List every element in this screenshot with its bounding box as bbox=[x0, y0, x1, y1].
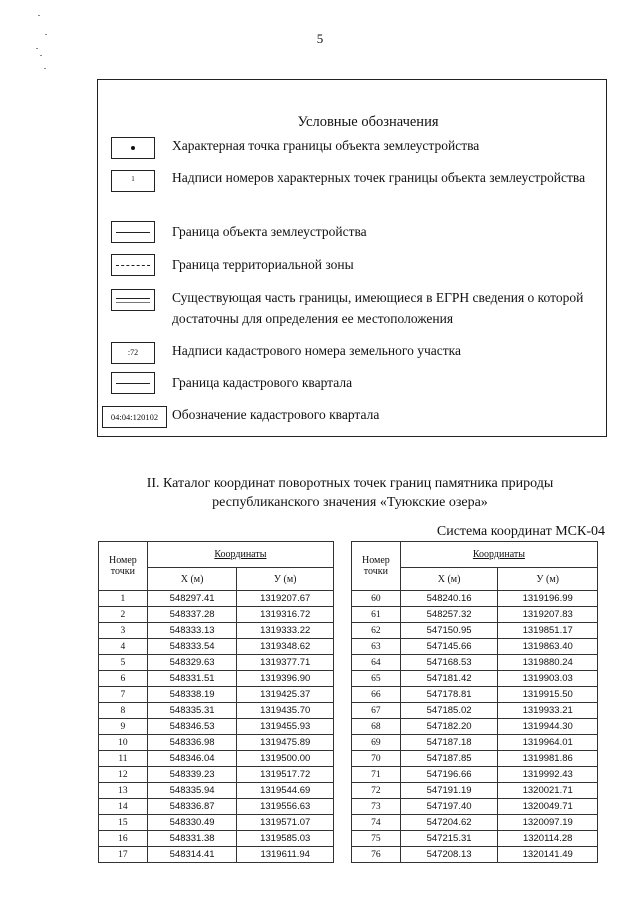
point-number-cell: 16 bbox=[99, 831, 148, 847]
solid-line-icon bbox=[116, 232, 150, 233]
point-number-cell: 60 bbox=[352, 591, 401, 607]
header-y: У (м) bbox=[498, 568, 598, 591]
table-row bbox=[352, 607, 598, 623]
y-coordinate-cell: 1319915.50 bbox=[498, 687, 598, 703]
legend-symbol-double-line bbox=[111, 289, 155, 311]
x-coordinate-cell: 547185.02 bbox=[400, 703, 498, 719]
point-number-cell: 61 bbox=[352, 607, 401, 623]
table-row bbox=[352, 751, 598, 767]
y-coordinate-cell: 1320114.28 bbox=[498, 831, 598, 847]
y-coordinate-cell: 1319500.00 bbox=[237, 751, 334, 767]
table-row bbox=[99, 671, 334, 687]
legend-symbol-point bbox=[111, 137, 155, 159]
legend-text: Надписи кадастрового номера земельного участка bbox=[172, 343, 461, 358]
point-number-cell: 10 bbox=[99, 735, 148, 751]
point-number-cell: 1 bbox=[99, 591, 148, 607]
y-coordinate-cell: 1319992.43 bbox=[498, 767, 598, 783]
scan-speck bbox=[38, 15, 40, 16]
point-number-cell: 15 bbox=[99, 815, 148, 831]
table-row bbox=[99, 623, 334, 639]
table-row bbox=[352, 783, 598, 799]
y-coordinate-cell: 1319611.94 bbox=[237, 847, 334, 863]
y-coordinate-cell: 1319851.17 bbox=[498, 623, 598, 639]
table-row bbox=[352, 687, 598, 703]
scan-speck bbox=[40, 55, 42, 56]
table-row bbox=[99, 751, 334, 767]
x-coordinate-cell: 548336.87 bbox=[147, 799, 237, 815]
point-number-cell: 17 bbox=[99, 847, 148, 863]
heading-line-1: II. Каталог координат поворотных точек границ памятника природы bbox=[146, 476, 554, 491]
y-coordinate-cell: 1319455.93 bbox=[237, 719, 334, 735]
legend-symbol-solid-line bbox=[111, 221, 155, 243]
legend-symbol-label bbox=[111, 170, 155, 192]
x-coordinate-cell: 547215.31 bbox=[400, 831, 498, 847]
point-number-cell: 5 bbox=[99, 655, 148, 671]
dot-icon bbox=[131, 146, 135, 150]
legend-box bbox=[97, 79, 607, 437]
solid-line-icon bbox=[116, 383, 150, 384]
header-x: X (м) bbox=[147, 568, 237, 591]
table-row bbox=[352, 831, 598, 847]
scan-speck bbox=[36, 48, 38, 49]
x-coordinate-cell: 548331.38 bbox=[147, 831, 237, 847]
x-coordinate-cell: 548330.49 bbox=[147, 815, 237, 831]
legend-title: Условные обозначения bbox=[297, 114, 439, 130]
y-coordinate-cell: 1319316.72 bbox=[237, 607, 334, 623]
y-coordinate-cell: 1319880.24 bbox=[498, 655, 598, 671]
x-coordinate-cell: 548337.28 bbox=[147, 607, 237, 623]
y-coordinate-cell: 1319903.03 bbox=[498, 671, 598, 687]
y-coordinate-cell: 1319863.40 bbox=[498, 639, 598, 655]
legend-text: Граница кадастрового квартала bbox=[172, 375, 353, 390]
x-coordinate-cell: 547150.95 bbox=[400, 623, 498, 639]
y-coordinate-cell: 1319425.37 bbox=[237, 687, 334, 703]
point-number-cell: 12 bbox=[99, 767, 148, 783]
legend-text: Характерная точка границы объекта землеустройства bbox=[172, 138, 480, 153]
y-coordinate-cell: 1319585.03 bbox=[237, 831, 334, 847]
table-row bbox=[99, 799, 334, 815]
x-coordinate-cell: 548314.41 bbox=[147, 847, 237, 863]
table-row bbox=[352, 847, 598, 863]
y-coordinate-cell: 1319517.72 bbox=[237, 767, 334, 783]
x-coordinate-cell: 548339.23 bbox=[147, 767, 237, 783]
x-coordinate-cell: 548346.04 bbox=[147, 751, 237, 767]
point-number-cell: 73 bbox=[352, 799, 401, 815]
legend-symbol-text: 1 bbox=[131, 175, 135, 183]
y-coordinate-cell: 1319207.67 bbox=[237, 591, 334, 607]
table-row bbox=[99, 815, 334, 831]
header-x: X (м) bbox=[400, 568, 498, 591]
x-coordinate-cell: 547187.85 bbox=[400, 751, 498, 767]
table-row bbox=[352, 639, 598, 655]
x-coordinate-cell: 548335.31 bbox=[147, 703, 237, 719]
table-row bbox=[352, 767, 598, 783]
header-coordinates: Координаты bbox=[147, 542, 333, 568]
table-row bbox=[352, 703, 598, 719]
table-row bbox=[352, 623, 598, 639]
y-coordinate-cell: 1319396.90 bbox=[237, 671, 334, 687]
x-coordinate-cell: 547181.42 bbox=[400, 671, 498, 687]
legend-symbol-quarter-line bbox=[111, 372, 155, 394]
point-number-cell: 4 bbox=[99, 639, 148, 655]
header-y: У (м) bbox=[237, 568, 334, 591]
x-coordinate-cell: 547187.18 bbox=[400, 735, 498, 751]
legend-text: Граница территориальной зоны bbox=[172, 257, 354, 272]
table-row bbox=[352, 671, 598, 687]
coordinates-table-right bbox=[351, 541, 598, 863]
x-coordinate-cell: 547182.20 bbox=[400, 719, 498, 735]
point-number-cell: 68 bbox=[352, 719, 401, 735]
x-coordinate-cell: 547178.81 bbox=[400, 687, 498, 703]
table-row bbox=[99, 607, 334, 623]
y-coordinate-cell: 1319933.21 bbox=[498, 703, 598, 719]
point-number-cell: 3 bbox=[99, 623, 148, 639]
x-coordinate-cell: 548346.53 bbox=[147, 719, 237, 735]
x-coordinate-cell: 548297.41 bbox=[147, 591, 237, 607]
line-icon bbox=[116, 298, 150, 299]
header-coordinates: Координаты bbox=[400, 542, 597, 568]
section-heading bbox=[100, 474, 600, 512]
x-coordinate-cell: 548336.98 bbox=[147, 735, 237, 751]
coordinates-table-left bbox=[98, 541, 334, 863]
table-row bbox=[99, 847, 334, 863]
point-number-cell: 2 bbox=[99, 607, 148, 623]
x-coordinate-cell: 548331.51 bbox=[147, 671, 237, 687]
point-number-cell: 7 bbox=[99, 687, 148, 703]
table-row bbox=[352, 591, 598, 607]
heading-line-2: республиканского значения «Туюкские озера» bbox=[212, 495, 488, 510]
point-number-cell: 8 bbox=[99, 703, 148, 719]
x-coordinate-cell: 547197.40 bbox=[400, 799, 498, 815]
point-number-cell: 9 bbox=[99, 719, 148, 735]
coordinate-system-label: Система координат МСК-04 bbox=[436, 524, 605, 539]
legend-text: Надписи номеров характерных точек границы объекта землеустройства bbox=[172, 170, 586, 185]
table-row bbox=[352, 815, 598, 831]
x-coordinate-cell: 548335.94 bbox=[147, 783, 237, 799]
y-coordinate-cell: 1319348.62 bbox=[237, 639, 334, 655]
legend-text: Существующая часть границы, имеющиеся в ЕГРН сведения о которой достаточны для определения ее местоположения bbox=[172, 290, 584, 326]
table-row bbox=[99, 655, 334, 671]
table-row bbox=[99, 719, 334, 735]
table-row bbox=[352, 719, 598, 735]
legend-symbol-dashed-line bbox=[111, 254, 155, 276]
table-row bbox=[352, 799, 598, 815]
line-icon bbox=[116, 302, 150, 303]
y-coordinate-cell: 1319556.63 bbox=[237, 799, 334, 815]
table-row bbox=[352, 735, 598, 751]
point-number-cell: 72 bbox=[352, 783, 401, 799]
legend-text: Обозначение кадастрового квартала bbox=[172, 407, 380, 422]
x-coordinate-cell: 547191.19 bbox=[400, 783, 498, 799]
point-number-cell: 71 bbox=[352, 767, 401, 783]
y-coordinate-cell: 1319196.99 bbox=[498, 591, 598, 607]
header-point-number: Номер точки bbox=[352, 542, 401, 591]
x-coordinate-cell: 547168.53 bbox=[400, 655, 498, 671]
table-row bbox=[99, 783, 334, 799]
table-row bbox=[99, 639, 334, 655]
point-number-cell: 11 bbox=[99, 751, 148, 767]
point-number-cell: 14 bbox=[99, 799, 148, 815]
legend-symbol-cadastral-label bbox=[111, 342, 155, 364]
dashed-line-icon bbox=[116, 265, 150, 266]
legend-symbol-quarter-label: 04:04:120102 bbox=[102, 406, 167, 428]
point-number-cell: 6 bbox=[99, 671, 148, 687]
table-row bbox=[99, 735, 334, 751]
y-coordinate-cell: 1319571.07 bbox=[237, 815, 334, 831]
x-coordinate-cell: 547145.66 bbox=[400, 639, 498, 655]
point-number-cell: 67 bbox=[352, 703, 401, 719]
point-number-cell: 75 bbox=[352, 831, 401, 847]
point-number-cell: 63 bbox=[352, 639, 401, 655]
x-coordinate-cell: 547208.13 bbox=[400, 847, 498, 863]
point-number-cell: 13 bbox=[99, 783, 148, 799]
y-coordinate-cell: 1319981.86 bbox=[498, 751, 598, 767]
table-row bbox=[99, 591, 334, 607]
y-coordinate-cell: 1320021.71 bbox=[498, 783, 598, 799]
point-number-cell: 74 bbox=[352, 815, 401, 831]
x-coordinate-cell: 548333.54 bbox=[147, 639, 237, 655]
point-number-cell: 69 bbox=[352, 735, 401, 751]
y-coordinate-cell: 1319333.22 bbox=[237, 623, 334, 639]
x-coordinate-cell: 547204.62 bbox=[400, 815, 498, 831]
y-coordinate-cell: 1319544.69 bbox=[237, 783, 334, 799]
point-number-cell: 62 bbox=[352, 623, 401, 639]
x-coordinate-cell: 548240.16 bbox=[400, 591, 498, 607]
legend-text: Граница объекта землеустройства bbox=[172, 224, 367, 239]
table-row bbox=[99, 703, 334, 719]
y-coordinate-cell: 1320097.19 bbox=[498, 815, 598, 831]
x-coordinate-cell: 548333.13 bbox=[147, 623, 237, 639]
y-coordinate-cell: 1320141.49 bbox=[498, 847, 598, 863]
header-point-number: Номер точки bbox=[99, 542, 148, 591]
scan-speck bbox=[44, 68, 46, 69]
x-coordinate-cell: 548329.63 bbox=[147, 655, 237, 671]
y-coordinate-cell: 1319207.83 bbox=[498, 607, 598, 623]
point-number-cell: 66 bbox=[352, 687, 401, 703]
point-number-cell: 76 bbox=[352, 847, 401, 863]
table-row bbox=[99, 831, 334, 847]
point-number-cell: 65 bbox=[352, 671, 401, 687]
table-row bbox=[352, 655, 598, 671]
point-number-cell: 70 bbox=[352, 751, 401, 767]
point-number-cell: 64 bbox=[352, 655, 401, 671]
y-coordinate-cell: 1319377.71 bbox=[237, 655, 334, 671]
y-coordinate-cell: 1319944.30 bbox=[498, 719, 598, 735]
table-row bbox=[99, 687, 334, 703]
y-coordinate-cell: 1319475.89 bbox=[237, 735, 334, 751]
y-coordinate-cell: 1319435.70 bbox=[237, 703, 334, 719]
x-coordinate-cell: 547196.66 bbox=[400, 767, 498, 783]
y-coordinate-cell: 1320049.71 bbox=[498, 799, 598, 815]
page-number: 5 bbox=[316, 31, 324, 46]
table-row bbox=[99, 767, 334, 783]
x-coordinate-cell: 548338.19 bbox=[147, 687, 237, 703]
legend-symbol-text: :72 bbox=[127, 348, 139, 357]
x-coordinate-cell: 548257.32 bbox=[400, 607, 498, 623]
scan-speck bbox=[45, 34, 47, 35]
y-coordinate-cell: 1319964.01 bbox=[498, 735, 598, 751]
